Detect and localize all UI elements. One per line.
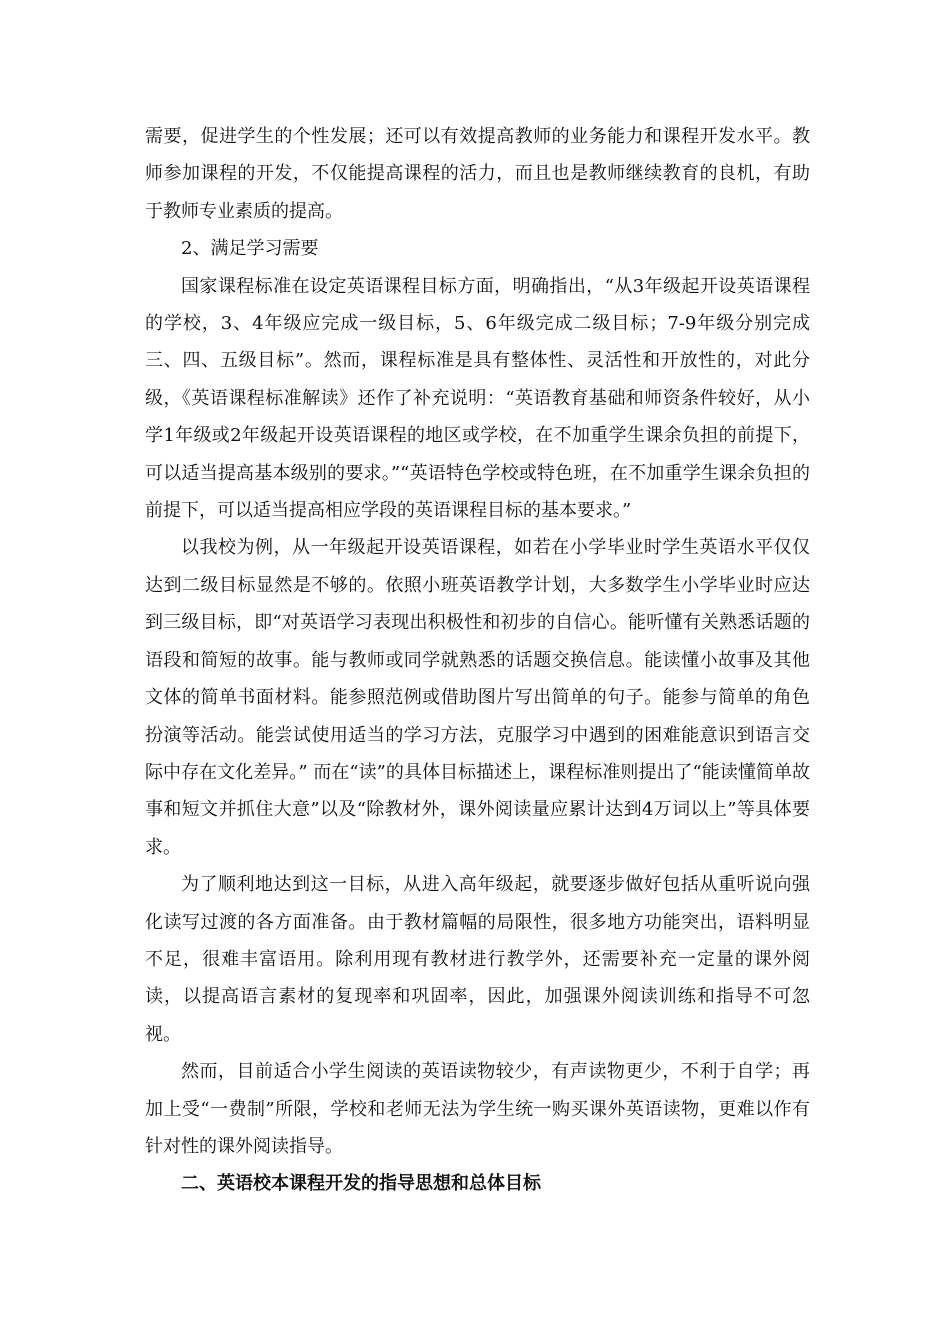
subsection-title: 2、满足学习需要 xyxy=(181,238,319,260)
section-heading: 二、英语校本课程开发的指导思想和总体目标 xyxy=(181,1173,541,1195)
paragraph-continuation: 需要，促进学生的个性发展；还可以有效提高教师的业务能力和课程开发水平。教师参加课程的开发，不仅能提高课程的活力，而且也是教师继续教育的良机，有助于教师专业素质的提高。 xyxy=(145,126,810,222)
paragraph-reading-goal: 为了顺利地达到这一目标，从进入高年级起，就要逐步做好包括从重听说向强化读写过渡的各方面准备。由于教材篇幅的局限性，很多地方功能突出，语料明显不足，很难丰富语用。除利用现有教材进行教学外，还需要补充一定量的课外阅读，以提高语言素材的复现率和巩固率，因此，加强课外阅读训练和指导不可忽视。 xyxy=(145,874,810,1045)
paragraph-limitations: 然而，目前适合小学生阅读的英语读物较少，有声读物更少，不利于自学；再加上受“一费制”所限，学校和老师无法为学生统一购买课外英语读物，更难以作有针对性的课外阅读指导。 xyxy=(145,1061,810,1157)
paragraph-school-example: 以我校为例，从一年级起开设英语课程，如若在小学毕业时学生英语水平仅仅达到二级目标显然是不够的。依照小班英语教学计划，大多数学生小学毕业时应达到三级目标，即“对英语学习表现出积极性和初步的自信心。能听懂有关熟悉话题的语段和简短的故事。能与教师或同学就熟悉的话题交换信息。能读懂小故事及其他文体的简单书面材料。能参照范例或借助图片写出简单的句子。能参与简单的角色扮演等活动。能尝试使用适当的学习方法，克服学习中遇到的困难能意识到语言交际中存在文化差异。” 而在“读”的具体目标描述上，课程标准则提出了“能读懂简单故事和短文并抓住大意”以及“除教材外，课外阅读量应累计达到4万词以上”等具体要求。 xyxy=(145,537,810,858)
document-body xyxy=(145,118,810,1203)
paragraph-curriculum-standard: 国家课程标准在设定英语课程目标方面，明确指出，“从3年级起开设英语课程的学校，3、4年级应完成一级目标，5、6年级完成二级目标；7-9年级分别完成三、四、五级目标”。然而，课程标准是具有整体性、灵活性和开放性的，对此分级，《英语课程标准解读》还作了补充说明：“英语教育基础和师资条件较好，从小学1年级或2年级起开设英语课程的地区或学校，在不加重学生课余负担的前提下，可以适当提高基本级别的要求。”“英语特色学校或特色班，在不加重学生课余负担的前提下，可以适当提高相应学段的英语课程目标的基本要求。” xyxy=(145,275,810,522)
